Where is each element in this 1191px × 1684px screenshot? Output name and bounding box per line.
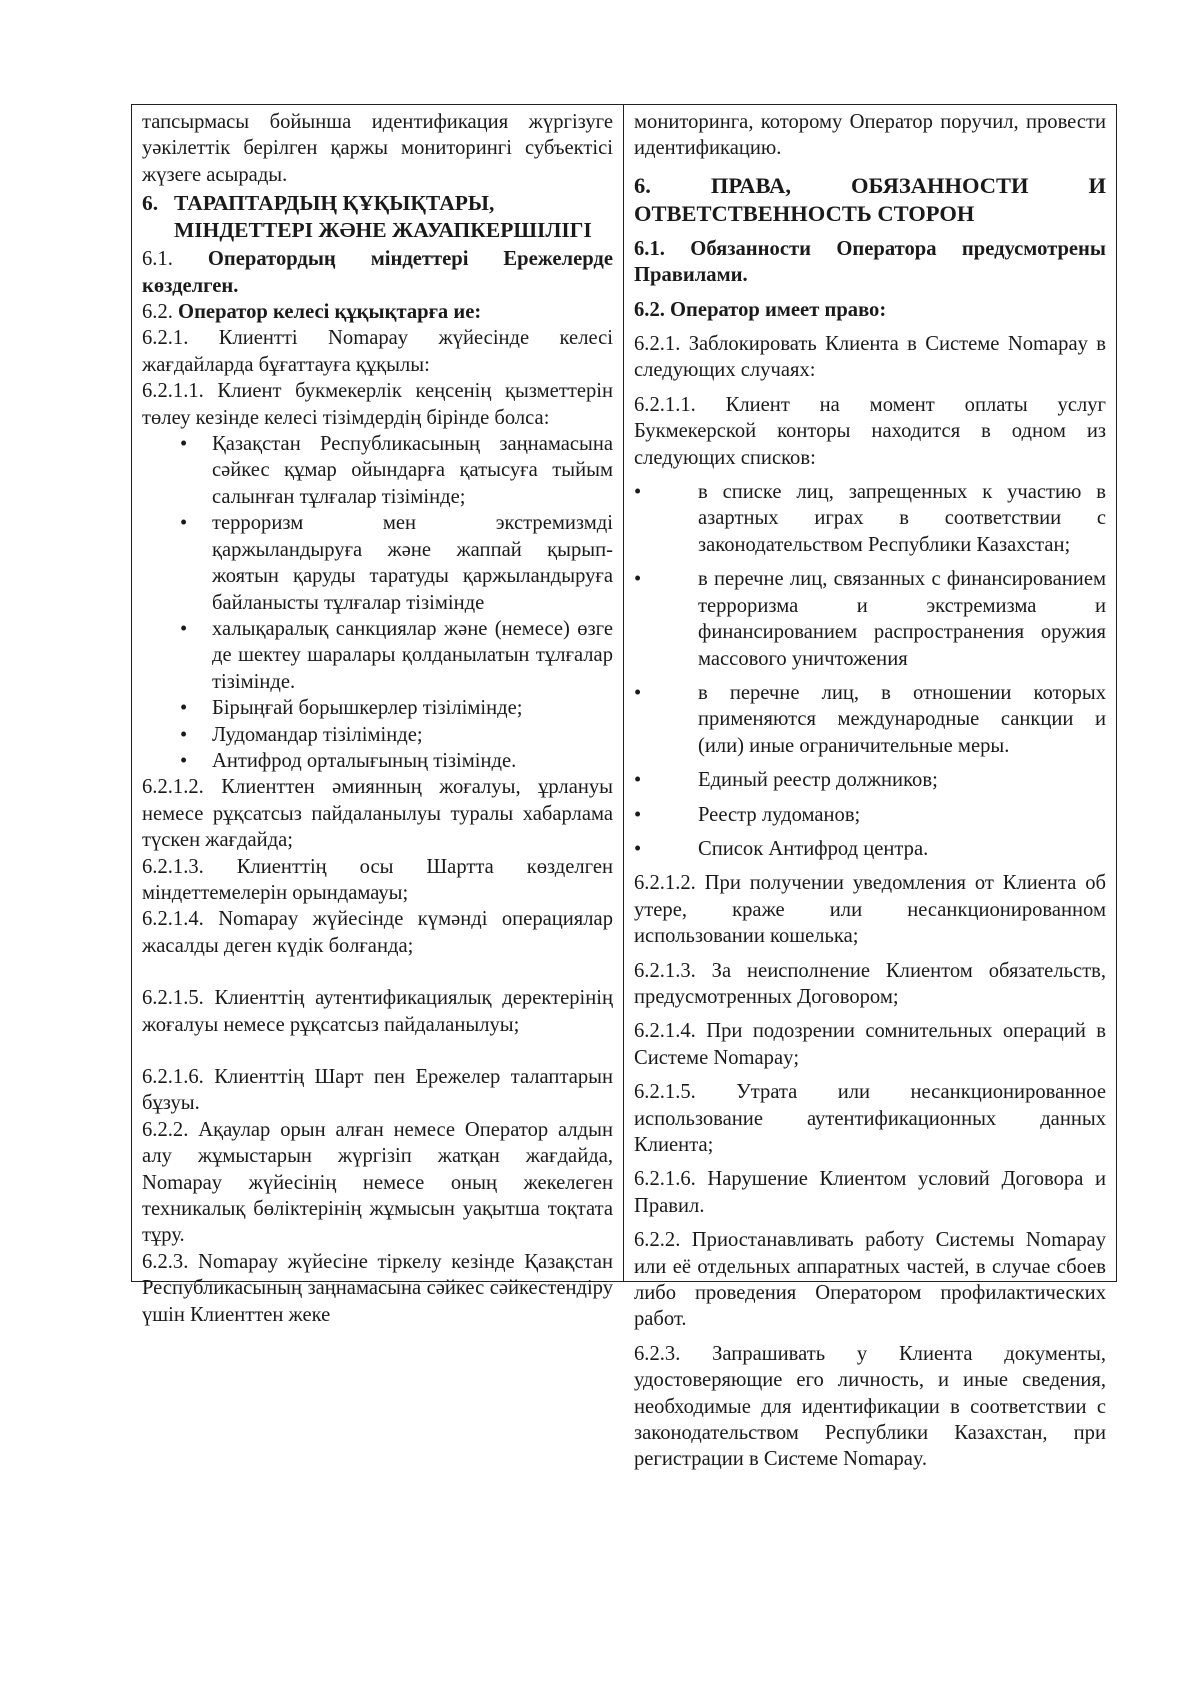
ru-clause-6-2-1-4: 6.2.1.4. При подозрении сомнительных операций в Системе Nomapay;	[634, 1020, 1106, 1069]
ru-section-title: 6. ПРАВА, ОБЯЗАННОСТИ И ОТВЕТСТВЕННОСТЬ СТОРОН	[634, 172, 1106, 226]
kz-clause-6-2-1-4: 6.2.1.4. Nomapay жүйесінде күмәнді операциялар жасалды деген күдік болғанда;	[142, 908, 613, 957]
spacer	[142, 1038, 613, 1064]
bullet-icon: •	[634, 481, 642, 504]
bullet-icon: •	[634, 837, 642, 860]
ru-clause-6-2-1-6: 6.2.1.6. Нарушение Клиентом условий Договора и Правил.	[634, 1168, 1106, 1217]
list-item: • в перечне лиц, связанных с финансированием терроризма и экстремизма и финансированием распространения оружия массового уничтожения	[634, 566, 1106, 672]
kz-clause-6-2-1-3: 6.2.1.3. Клиенттің осы Шартта көзделген міндеттемелерін орындамауы;	[142, 855, 613, 904]
kz-clause-6-1-num: 6.1.	[142, 248, 173, 271]
kz-clause-6-2-1-1: 6.2.1.1. Клиент букмекерлік кеңсенің қызметтерін төлеу кезінде келесі тізімдердің бірінде болса:	[142, 380, 613, 429]
kz-section-title: ТАРАПТАРДЫҢ ҚҰҚЫҚТАРЫ, МІНДЕТТЕРІ ЖӘНЕ ЖАУАПКЕРШІЛІГІ	[174, 191, 592, 243]
ru-clause-6-2-1-2: 6.2.1.2. При получении уведомления от Клиента об утере, краже или несанкционированном использовании кошелька;	[634, 872, 1106, 948]
list-item: • в перечне лиц, в отношении которых применяются международные санкции и (или) иные ограничительные меры.	[634, 680, 1106, 759]
bilingual-table	[131, 104, 1117, 1471]
kz-section-heading	[142, 190, 613, 244]
kazakh-column	[132, 105, 624, 1326]
list-item: • Список Антифрод центра.	[634, 836, 1106, 862]
kz-clause-6-2-text: Оператор келесі құқықтарға ие:	[178, 301, 482, 324]
kz-clause-6-2-1-5: 6.2.1.5. Клиенттің аутентификациялық деректерінің жоғалуы немесе рұқсатсыз пайдаланылуы;	[142, 987, 613, 1036]
bullet-icon: •	[634, 769, 642, 792]
kz-intro: тапсырмасы бойынша идентификация жүргізуге уәкілеттік берілген қаржы мониторингі субъектісі жүзеге асырады.	[142, 111, 613, 186]
list-item: • Реестр лудоманов;	[634, 802, 1106, 828]
list-item: • Единый реестр должников;	[634, 767, 1106, 793]
ru-clause-6-2-2: 6.2.2. Приостанавливать работу Системы Nomapay или её отдельных аппаратных частей, в случае сбоев либо проведения Оператором профилактических работ.	[634, 1229, 1106, 1331]
kz-clause-6-2-1: 6.2.1. Клиентті Nomapay жүйесінде келесі жағдайларда бұғаттауға құқылы:	[142, 327, 613, 376]
ru-clause-6-2-3: 6.2.3. Запрашивать у Клиента документы, удостоверяющие его личность, и иные сведения, необходимые для идентификации в соответствии с законодательством Республики Казахстан, при регистрации в Системе Nomapay.	[634, 1342, 1106, 1471]
kz-clause-6-2-3: 6.2.3. Nomapay жүйесіне тіркелу кезінде Қазақстан Республикасының заңнамасына сәйкес сәйкестендіру үшін Клиенттен жеке	[142, 1250, 613, 1326]
bullet-icon: •	[634, 803, 642, 826]
ru-clause-6-2-1: 6.2.1. Заблокировать Клиента в Системе Nomapay в следующих случаях:	[634, 333, 1106, 382]
kz-clause-6-2-1-6: 6.2.1.6. Клиенттің Шарт пен Ережелер талаптарын бұзуы.	[142, 1066, 613, 1115]
spacer	[142, 959, 613, 985]
ru-clause-6-2-1-3: 6.2.1.3. За неисполнение Клиентом обязательств, предусмотренных Договором;	[634, 959, 1106, 1008]
ru-clause-6-1: 6.1. Обязанности Оператора предусмотрены Правилами.	[634, 237, 1106, 287]
list-item: • Қазақстан Республикасының заңнамасына сәйкес құмар ойындарға қатысуға тыйым салынған тұлғалар тізімінде;	[212, 431, 613, 510]
list-item: • в списке лиц, запрещенных к участию в азартных играх в соответствии с законодательством Республики Казахстан;	[634, 479, 1106, 558]
kz-clause-6-1	[142, 246, 613, 299]
ru-intro: мониторинга, которому Оператор поручил, провести идентификацию.	[634, 111, 1106, 160]
bullet-icon: •	[634, 681, 642, 704]
list-item: • терроризм мен экстремизмді қаржыландыруға және жаппай қырып-жоятын қаруды таратуды қаржыландыруға байланысты тұлғалар тізімінде	[212, 510, 613, 616]
russian-column	[624, 105, 1116, 1471]
list-item: • Антифрод орталығының тізімінде.	[212, 748, 613, 774]
kz-section-number: 6.	[142, 191, 159, 216]
bullet-icon: •	[634, 568, 642, 591]
kz-clause-6-2-2: 6.2.2. Ақаулар орын алған немесе Оператор алдын алу жұмыстарын жүргізіп жатқан жағдайда, Nomapay жүйесінің немесе оның жекелеген техникалық бөліктерінің жұмысын уақытша тоқтата тұру.	[142, 1118, 613, 1247]
ru-clause-6-2-1-5: 6.2.1.5. Утрата или несанкционированное использование аутентификационных данных Клиента;	[634, 1081, 1106, 1156]
kz-clause-6-2-num: 6.2.	[142, 301, 173, 324]
kz-clause-6-1-text: Оператордың міндеттері Ережелерде көзделген.	[142, 248, 613, 297]
list-item: • Лудомандар тізілімінде;	[212, 722, 613, 748]
kz-clause-6-2-1-2: 6.2.1.2. Клиенттен әмиянның жоғалуы, ұрлануы немесе рұқсатсыз пайдаланылуы туралы хабарлама түскен жағдайда;	[142, 776, 613, 852]
list-item: • халықаралық санкциялар және (немесе) өзге де шектеу шаралары қолданылатын тұлғалар тізімінде.	[212, 616, 613, 695]
ru-clause-6-2-1-1: 6.2.1.1. Клиент на момент оплаты услуг Букмекерской конторы находится в одном из следующих списков:	[634, 393, 1106, 469]
kz-list	[142, 431, 613, 774]
ru-clause-6-2: 6.2. Оператор имеет право:	[634, 298, 887, 321]
list-item: • Бірыңғай борышкерлер тізілімінде;	[212, 695, 613, 721]
kz-clause-6-2	[142, 299, 613, 325]
